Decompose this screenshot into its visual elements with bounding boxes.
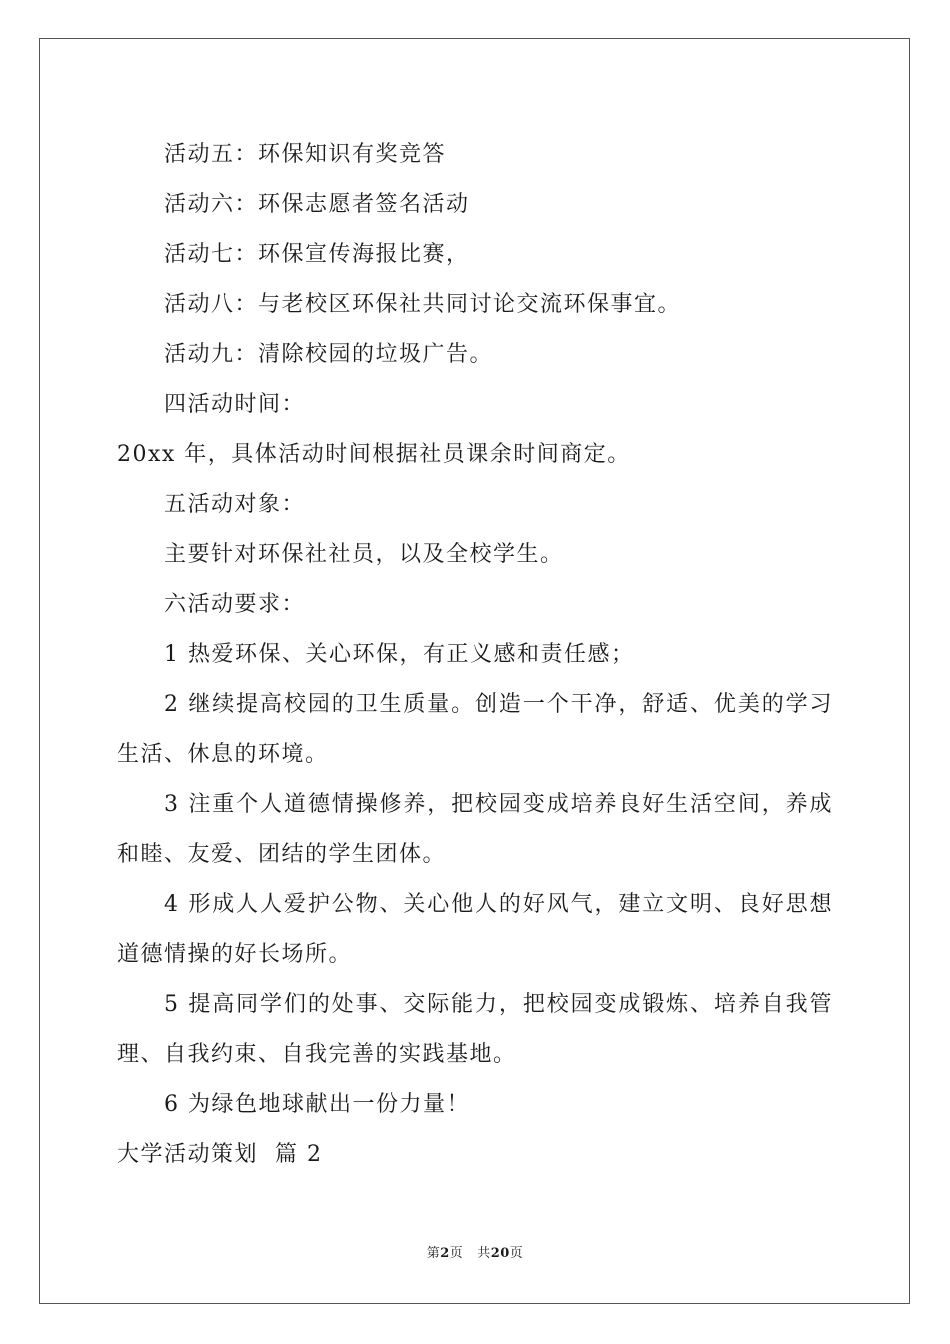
current-page-number: 2 <box>440 1246 450 1261</box>
footer-total-suffix: 页 <box>509 1246 524 1261</box>
requirement-5: 5 提高同学们的处事、交际能力，把校园变成锻炼、培养自我管理、自我约束、自我完善的实践基地。 <box>117 992 833 1067</box>
page-footer <box>0 1244 950 1264</box>
activity-five: 活动五：环保知识有奖竞答 <box>164 142 447 167</box>
activity-eight: 活动八：与老校区环保社共同讨论交流环保事宜。 <box>164 292 682 317</box>
section-time-text: 20xx 年，具体活动时间根据社员课余时间商定。 <box>117 442 631 467</box>
requirement-6: 6 为绿色地球献出一份力量！ <box>164 1092 470 1117</box>
section-target-heading: 五活动对象： <box>164 492 306 517</box>
activity-nine: 活动九：清除校园的垃圾广告。 <box>164 342 494 367</box>
requirement-4: 4 形成人人爱护公物、关心他人的好风气，建立文明、良好思想道德情操的好长场所。 <box>117 892 833 967</box>
requirement-2: 2 继续提高校园的卫生质量。创造一个干净，舒适、优美的学习生活、休息的环境。 <box>117 692 833 767</box>
activity-six: 活动六：环保志愿者签名活动 <box>164 192 470 217</box>
section-time-heading: 四活动时间： <box>164 392 306 417</box>
total-page-number: 20 <box>490 1246 510 1261</box>
document-body <box>117 130 833 1180</box>
activity-seven: 活动七：环保宣传海报比赛， <box>164 242 470 267</box>
section-heading: 大学活动策划 篇 2 <box>117 1142 323 1167</box>
section-target-text: 主要针对环保社社员，以及全校学生。 <box>164 542 564 567</box>
section-requirements-heading: 六活动要求： <box>164 592 306 617</box>
footer-page-suffix: 页 <box>449 1246 464 1261</box>
requirement-3: 3 注重个人道德情操修养，把校园变成培养良好生活空间，养成和睦、友爱、团结的学生团体。 <box>117 792 833 867</box>
requirement-1: 1 热爱环保、关心环保，有正义感和责任感； <box>164 642 635 667</box>
footer-prefix: 第 <box>426 1246 441 1261</box>
footer-total-prefix: 共 <box>477 1246 491 1261</box>
